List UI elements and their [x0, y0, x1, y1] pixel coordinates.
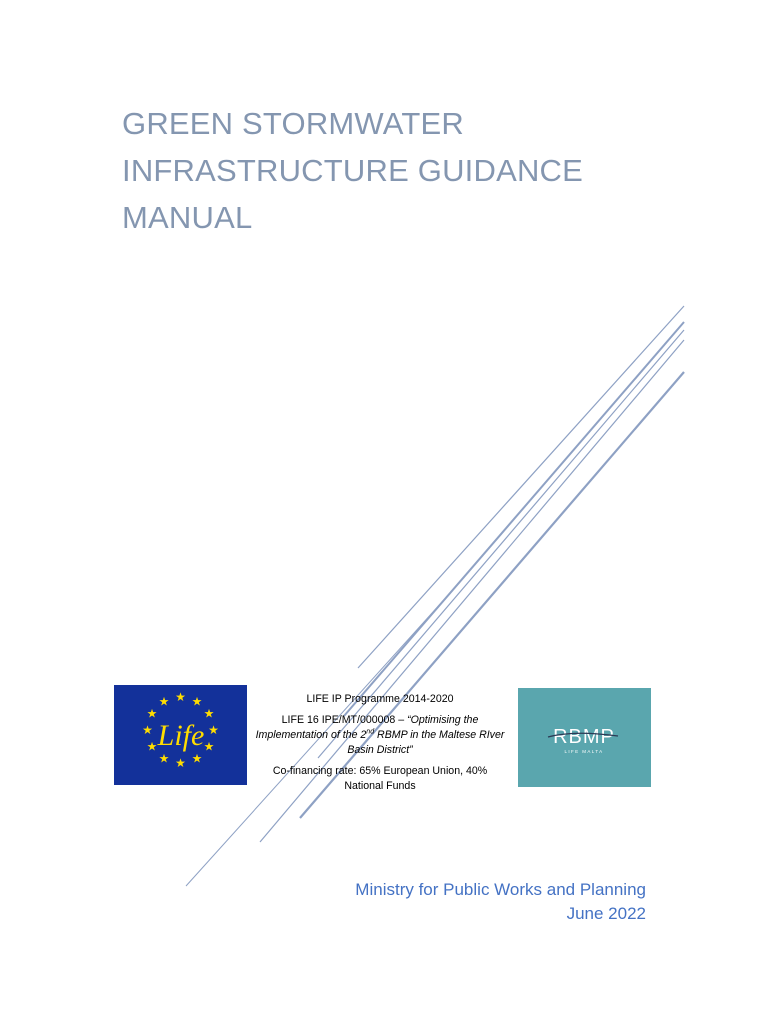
project-title: “Optimising the Implementation of the 2nd RBMP in the Maltese RIver Basin District” — [255, 714, 505, 756]
svg-text:★: ★ — [158, 694, 170, 709]
svg-text:★: ★ — [146, 739, 158, 754]
svg-text:★: ★ — [203, 739, 215, 754]
eu-life-logo — [114, 685, 247, 785]
svg-text:★: ★ — [175, 756, 186, 770]
svg-text:★: ★ — [203, 706, 215, 721]
svg-text:★: ★ — [191, 694, 203, 709]
svg-text:★: ★ — [208, 723, 219, 737]
svg-text:★: ★ — [191, 751, 203, 766]
svg-text:★: ★ — [142, 723, 153, 737]
ministry-name: Ministry for Public Works and Planning — [355, 880, 646, 899]
programme-info — [252, 692, 508, 800]
svg-text:Life: Life — [157, 719, 205, 752]
svg-text:RBMP: RBMP — [553, 726, 615, 748]
title-line-3: MANUAL — [122, 200, 253, 235]
diagonal-line — [344, 322, 684, 716]
svg-text:★: ★ — [146, 706, 158, 721]
svg-text:LIFE MALTA: LIFE MALTA — [564, 749, 604, 754]
footer — [355, 878, 646, 926]
rbmp-life-malta-logo — [518, 688, 651, 787]
cofinancing-rate: Co-financing rate: 65% European Union, 40% National Funds — [272, 765, 488, 792]
project-reference — [252, 713, 508, 758]
programme-period: LIFE IP Programme 2014-2020 — [306, 693, 454, 705]
title-line-1: GREEN STORMWATER — [122, 106, 464, 141]
svg-text:★: ★ — [158, 751, 170, 766]
diagonal-line — [358, 306, 684, 668]
title-line-2: INFRASTRUCTURE GUIDANCE — [122, 153, 584, 188]
svg-text:★: ★ — [175, 690, 186, 704]
project-code: LIFE 16 IPE/MT/000008 – — [281, 714, 408, 726]
publication-date: June 2022 — [566, 904, 646, 923]
